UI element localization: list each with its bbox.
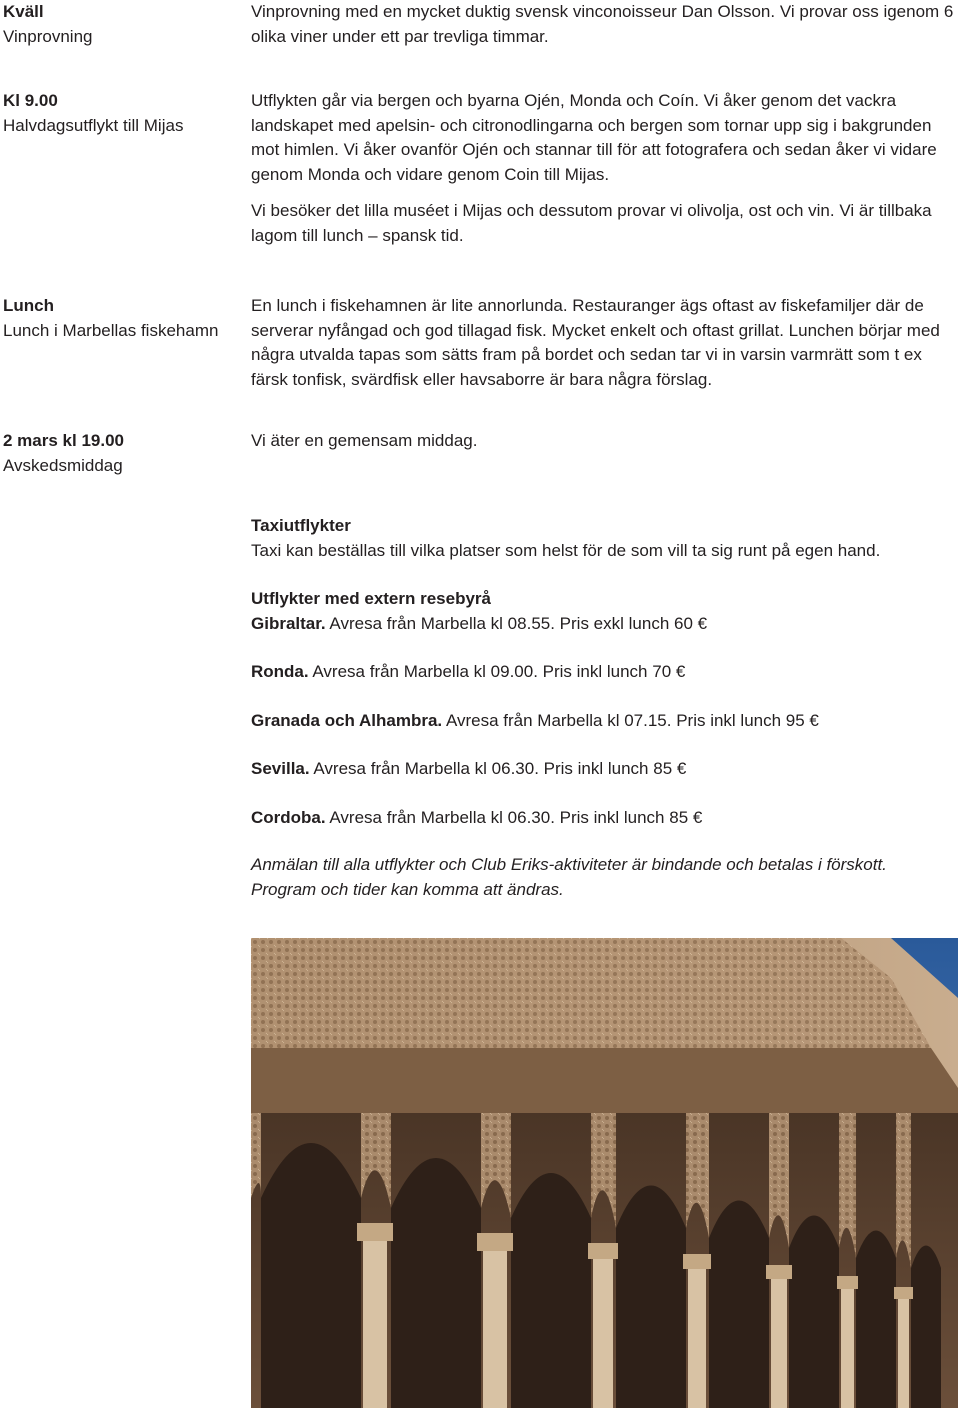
entry-subtitle: Vinprovning — [3, 26, 93, 46]
excursion-detail: Avresa från Marbella kl 06.30. Pris inkl lunch 85 € — [309, 759, 687, 778]
entry-heading: 2 mars kl 19.00 — [3, 431, 124, 450]
extern-title: Utflykter med extern resebyrå — [251, 589, 492, 608]
entry-time-column — [3, 294, 233, 343]
entry-paragraph: Vi besöker det lilla muséet i Mijas och dessutom provar vi olivolja, ost och vin. Vi är tillbaka lagom till lunch – spansk tid. — [251, 201, 932, 245]
entry-description — [251, 429, 956, 454]
extern-section — [251, 587, 956, 830]
note-line: Program och tider kan komma att ändras. — [251, 879, 564, 899]
taxi-text: Taxi kan beställas till vilka platser som helst för de som vill ta sig runt på egen hand. — [251, 540, 881, 560]
entry-subtitle: Lunch i Marbellas fiskehamn — [3, 320, 219, 340]
entry-time-column — [3, 0, 233, 49]
entry-description — [251, 294, 956, 392]
entry-paragraph: Vi äter en gemensam middag. — [251, 431, 478, 450]
excursion-place: Cordoba. — [251, 807, 326, 827]
note-line: Anmälan till alla utflykter och Club Eriks-aktiviteter är bindande och betalas i förskott. — [251, 855, 887, 874]
entry-description — [251, 0, 956, 49]
carved-frieze — [251, 938, 931, 1048]
excursion-item — [251, 660, 956, 685]
entry-paragraph: En lunch i fiskehamnen är lite annorlunda. Restauranger ägs oftast av fiskefamiljer där de serverar nyfångad och god tillagad fisk. Mycket enkelt och oftast grillat. Lunchen börjar med några utvalda tapas som sätts fram på bordet och sedan tar vi in varsin varmrätt som t ex färsk tonfisk, svärdfisk eller havsaborre är bara några förslag. — [251, 296, 940, 389]
excursion-detail: Avresa från Marbella kl 06.30. Pris inkl lunch 85 € — [325, 807, 703, 827]
alhambra-arcade-illustration — [251, 938, 958, 1408]
entry-heading: Kväll — [3, 2, 44, 21]
booking-note — [251, 853, 956, 902]
cornice — [251, 1048, 958, 1113]
entry-subtitle: Avskedsmiddag — [3, 455, 123, 475]
excursion-place: Sevilla. — [251, 759, 310, 778]
entry-heading: Lunch — [3, 296, 54, 315]
entry-paragraph: Vinprovning med en mycket duktig svensk vinconoisseur Dan Olsson. Vi provar oss igenom 6 olika viner under ett par trevliga timmar. — [251, 2, 954, 46]
excursion-place: Gibraltar. — [251, 613, 326, 633]
excursion-detail: Avresa från Marbella kl 09.00. Pris inkl lunch 70 € — [308, 662, 686, 681]
excursion-item — [251, 757, 956, 782]
entry-heading: Kl 9.00 — [3, 91, 58, 110]
taxi-section — [251, 514, 956, 563]
excursion-detail: Avresa från Marbella kl 08.55. Pris exkl lunch 60 € — [325, 613, 708, 633]
entry-description — [251, 89, 956, 248]
excursion-item — [251, 806, 956, 831]
taxi-title: Taxiutflykter — [251, 516, 351, 535]
entry-subtitle: Halvdagsutflykt till Mijas — [3, 115, 184, 135]
excursion-place: Ronda. — [251, 662, 309, 681]
entry-time-column — [3, 89, 233, 138]
excursion-place: Granada och Alhambra. — [251, 710, 443, 730]
alhambra-photo — [251, 938, 958, 1408]
entry-time-column — [3, 429, 233, 478]
excursion-detail: Avresa från Marbella kl 07.15. Pris inkl lunch 95 € — [442, 710, 819, 730]
entry-paragraph: Utflykten går via bergen och byarna Ojén, Monda och Coín. Vi åker genom det vackra landskapet med apelsin- och citronodlingarna och bergen som tornar upp sig i bakgrunden mot himlen. Vi åker ovanför Ojén och stannar till för att fotografera och sedan åker vi vidare genom Monda och vidare genom Coin till Mijas. — [251, 91, 937, 184]
excursion-item — [251, 709, 956, 734]
excursion-item — [251, 612, 956, 637]
